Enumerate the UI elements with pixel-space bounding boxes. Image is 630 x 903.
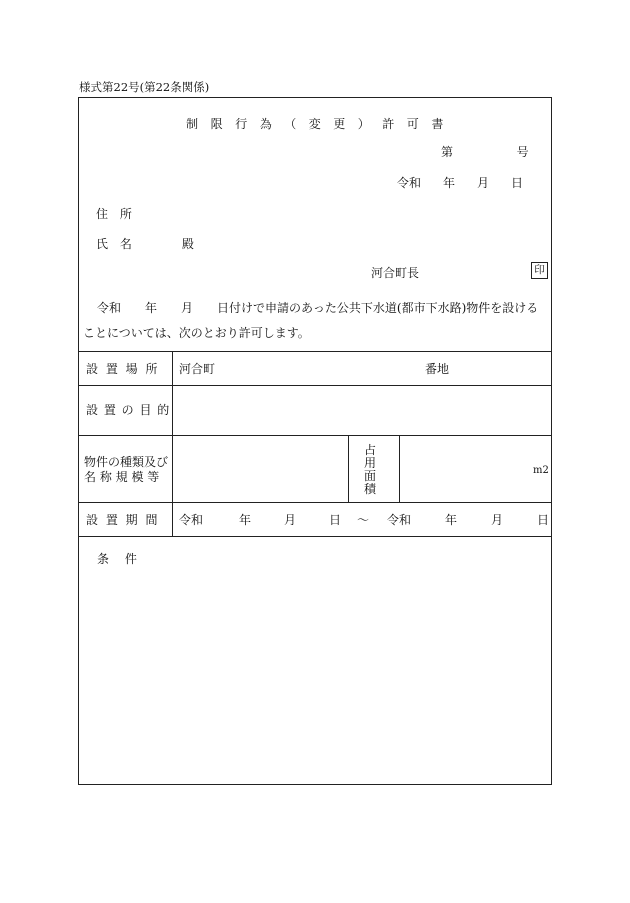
area-unit: m2 bbox=[533, 465, 549, 476]
title-char: 変 bbox=[308, 117, 322, 131]
date-year: 年 bbox=[443, 176, 456, 190]
period-end-day: 日 bbox=[537, 513, 550, 527]
period-start-month: 月 bbox=[284, 513, 297, 527]
permit-statement: 令和 年 月 日付けで申請のあった公共下水道(都市下水路)物件を設けることについては、次のとおり許可します。 bbox=[83, 301, 539, 340]
period-start-era: 令和 bbox=[179, 513, 204, 527]
period-start-day: 日 bbox=[329, 513, 342, 527]
row-divider-3 bbox=[79, 502, 551, 503]
honorific: 殿 bbox=[181, 237, 194, 251]
number-go: 号 bbox=[516, 145, 529, 159]
form-title bbox=[79, 118, 551, 130]
title-char: （ bbox=[284, 117, 297, 131]
permit-number-line bbox=[441, 146, 529, 158]
title-char: 許 bbox=[382, 117, 395, 131]
title-char: ） bbox=[357, 117, 371, 131]
title-char: 更 bbox=[333, 117, 346, 131]
date-month: 月 bbox=[477, 176, 490, 190]
date-day: 日 bbox=[511, 176, 524, 190]
table-top-border bbox=[79, 351, 551, 352]
label-column-divider bbox=[172, 351, 173, 536]
area-label-right-divider bbox=[399, 435, 400, 502]
title-char: 限 bbox=[210, 117, 224, 131]
title-char: 行 bbox=[235, 117, 248, 131]
title-char: 制 bbox=[186, 117, 199, 131]
period-start-year: 年 bbox=[239, 513, 252, 527]
title-char: 為 bbox=[259, 117, 273, 131]
title-char: 可 bbox=[406, 117, 420, 131]
conditions-label: 条 件 bbox=[97, 552, 143, 566]
name-label: 氏 名 bbox=[96, 237, 136, 251]
period-label: 設 置 期 間 bbox=[86, 513, 160, 527]
period-end-year: 年 bbox=[445, 513, 458, 527]
period-tilde: 〜 bbox=[357, 513, 370, 527]
object-label-line1: 物件の種類及び bbox=[84, 455, 169, 469]
title-char: 書 bbox=[431, 117, 444, 131]
location-label: 設 置 場 所 bbox=[86, 362, 160, 376]
issuer-name: 河合町長 bbox=[371, 266, 420, 280]
row-divider-1 bbox=[79, 385, 551, 386]
row-divider-2 bbox=[79, 435, 551, 436]
occupied-area-label: 占用面積 bbox=[363, 443, 376, 496]
permit-form bbox=[78, 97, 552, 785]
number-dai: 第 bbox=[441, 145, 454, 159]
object-label-line2: 名 称 規 模 等 bbox=[84, 470, 160, 484]
address-label: 住 所 bbox=[96, 207, 136, 221]
location-town: 河合町 bbox=[179, 362, 216, 376]
period-end-era: 令和 bbox=[387, 513, 412, 527]
form-number-label: 様式第22号(第22条関係) bbox=[79, 80, 210, 94]
date-era: 令和 bbox=[397, 176, 422, 190]
period-end-month: 月 bbox=[491, 513, 504, 527]
name-line bbox=[96, 238, 194, 250]
issue-date-line bbox=[397, 177, 523, 189]
location-lot: 番地 bbox=[425, 362, 450, 376]
area-label-left-divider bbox=[348, 435, 349, 502]
row-divider-4 bbox=[79, 536, 551, 537]
purpose-label: 設 置 の 目 的 bbox=[86, 403, 171, 417]
seal-stamp: 印 bbox=[531, 262, 548, 279]
